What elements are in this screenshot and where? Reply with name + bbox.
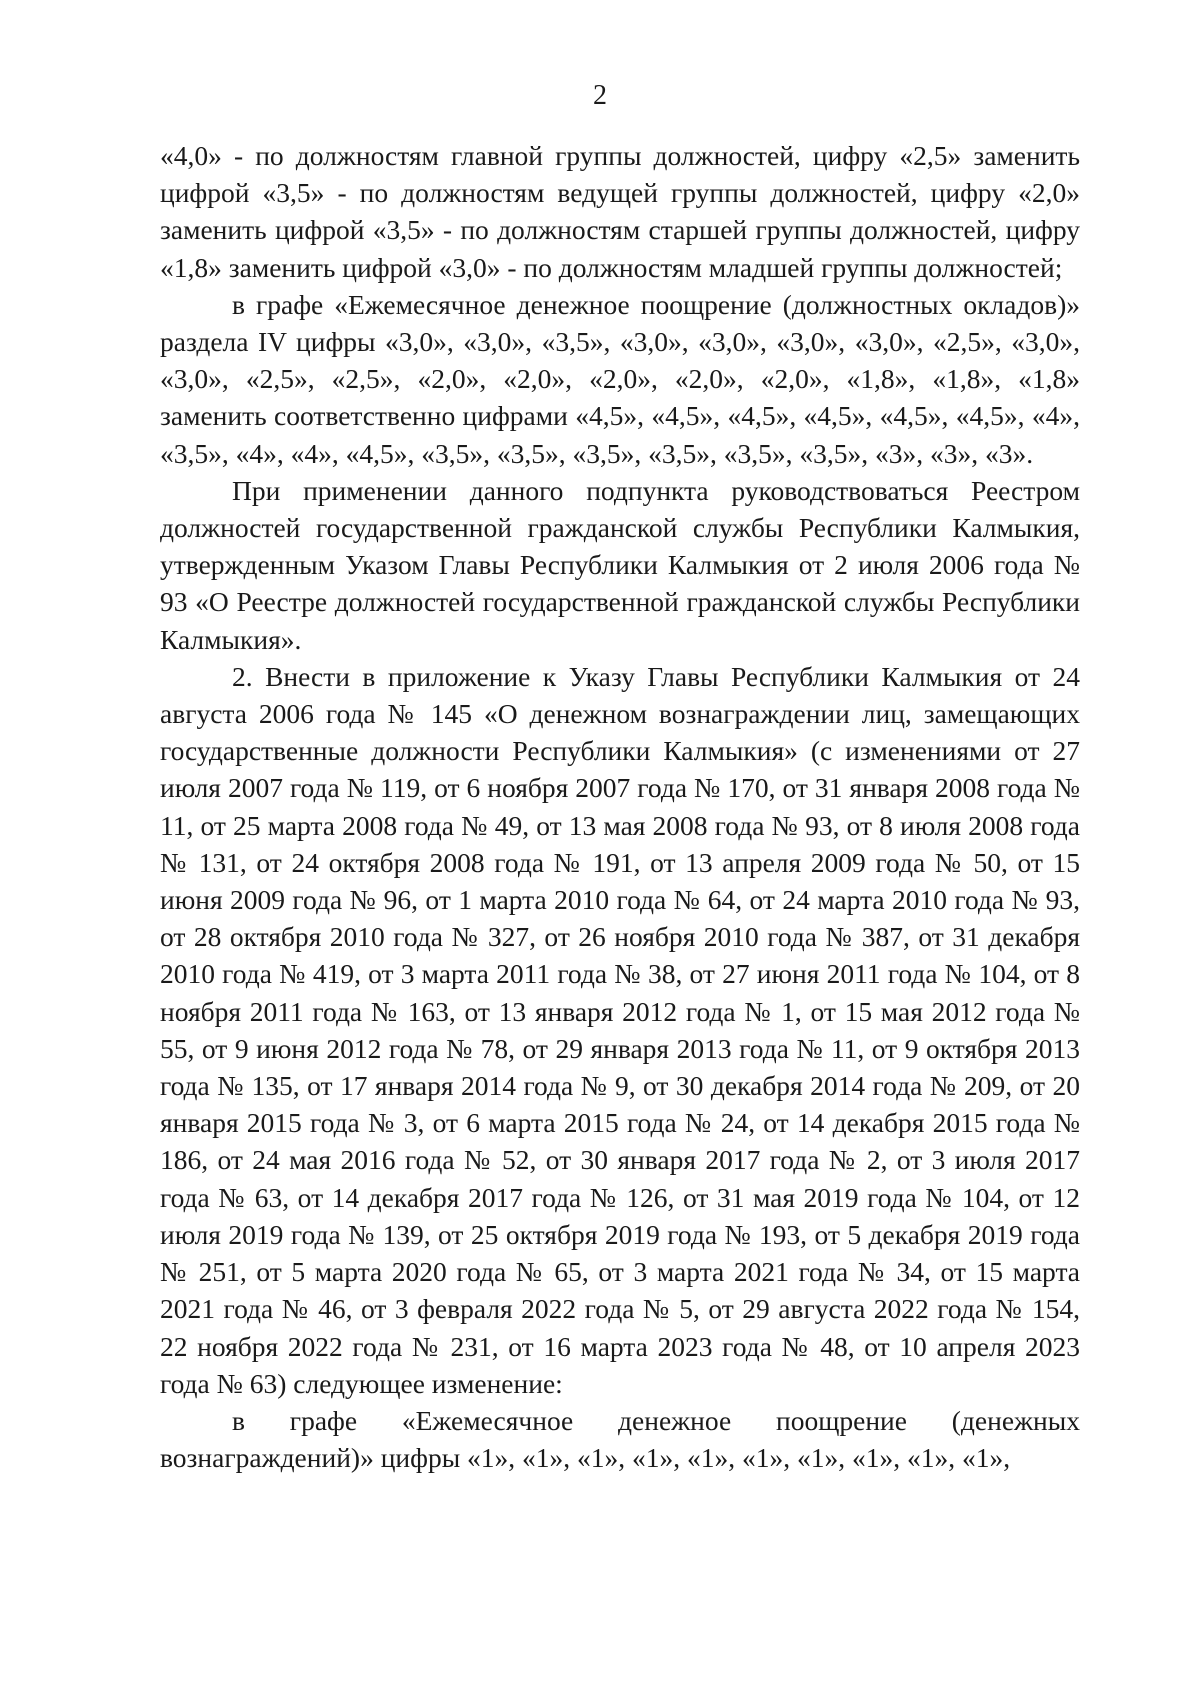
paragraph-registry-note: При применении данного подпункта руководствоваться Реестром должностей государственной гражданской службы Республики Калмыкия, утвержденным Указом Главы Республики Калмыкия от 2 июля 2006 года № 93 «О Реестре должностей государственной гражданской службы Республики Калмыкия». [160,474,1080,655]
page-number: 2 [593,80,607,111]
document-body [160,137,1080,1476]
paragraph-section-iv-bonus: в графе «Ежемесячное денежное поощрение (должностных окладов)» раздела IV цифры «3,0», «3,0», «3,5», «3,0», «3,0», «3,0», «3,0», «2,5», «3,0», «3,0», «2,5», «2,5», «2,0», «2,0», «2,0», «2,0», «2,0», «1,8», «1,8», «1,8» заменить соответственно цифрами «4,5», «4,5», «4,5», «4,5», «4,5», «4,5», «4», «3,5», «4», «4», «4,5», «3,5», «3,5», «3,5», «3,5», «3,5», «3,5», «3», «3», «3». [160,288,1080,469]
paragraph-item-2-amendment: 2. Внести в приложение к Указу Главы Республики Калмыкия от 24 августа 2006 года № 145 «О денежном вознаграждении лиц, замещающих государственные должности Республики Калмыкия» (с изменениями от 27 июля 2007 года № 119, от 6 ноября 2007 года № 170, от 31 января 2008 года № 11, от 25 марта 2008 года № 49, от 13 мая 2008 года № 93, от 8 июля 2008 года № 131, от 24 октября 2008 года № 191, от 13 апреля 2009 года № 50, от 15 июня 2009 года № 96, от 1 марта 2010 года № 64, от 24 марта 2010 года № 93, от 28 октября 2010 года № 327, от 26 ноября 2010 года № 387, от 31 декабря 2010 года № 419, от 3 марта 2011 года № 38, от 27 июня 2011 года № 104, от 8 ноября 2011 года № 163, от 13 января 2012 года № 1, от 15 мая 2012 года № 55, от 9 июня 2012 года № 78, от 29 января 2013 года № 11, от 9 октября 2013 года № 135, от 17 января 2014 года № 9, от 30 декабря 2014 года № 209, от 20 января 2015 года № 3, от 6 марта 2015 года № 24, от 14 декабря 2015 года № 186, от 24 мая 2016 года № 52, от 30 января 2017 года № 2, от 3 июля 2017 года № 63, от 14 декабря 2017 года № 126, от 31 мая 2019 года № 104, от 12 июля 2019 года № 139, от 25 октября 2019 года № 193, от 5 декабря 2019 года № 251, от 5 марта 2020 года № 65, от 3 марта 2021 года № 34, от 15 марта 2021 года № 46, от 3 февраля 2022 года № 5, от 29 августа 2022 года № 154, 22 ноября 2022 года № 231, от 16 марта 2023 года № 48, от 10 апреля 2023 года № 63) следующее изменение: [160,660,1080,1399]
paragraph-monthly-bonus-figures: в графе «Ежемесячное денежное поощрение (денежных вознаграждений)» цифры «1», «1», «1», «1», «1», «1», «1», «1», «1», «1», [160,1404,1080,1474]
paragraph-continuation: «4,0» - по должностям главной группы должностей, цифру «2,5» заменить цифрой «3,5» - по должностям ведущей группы должностей, цифру «2,0» заменить цифрой «3,5» - по должностям старшей группы должностей, цифру «1,8» заменить цифрой «3,0» - по должностям младшей группы должностей; [160,140,1080,283]
